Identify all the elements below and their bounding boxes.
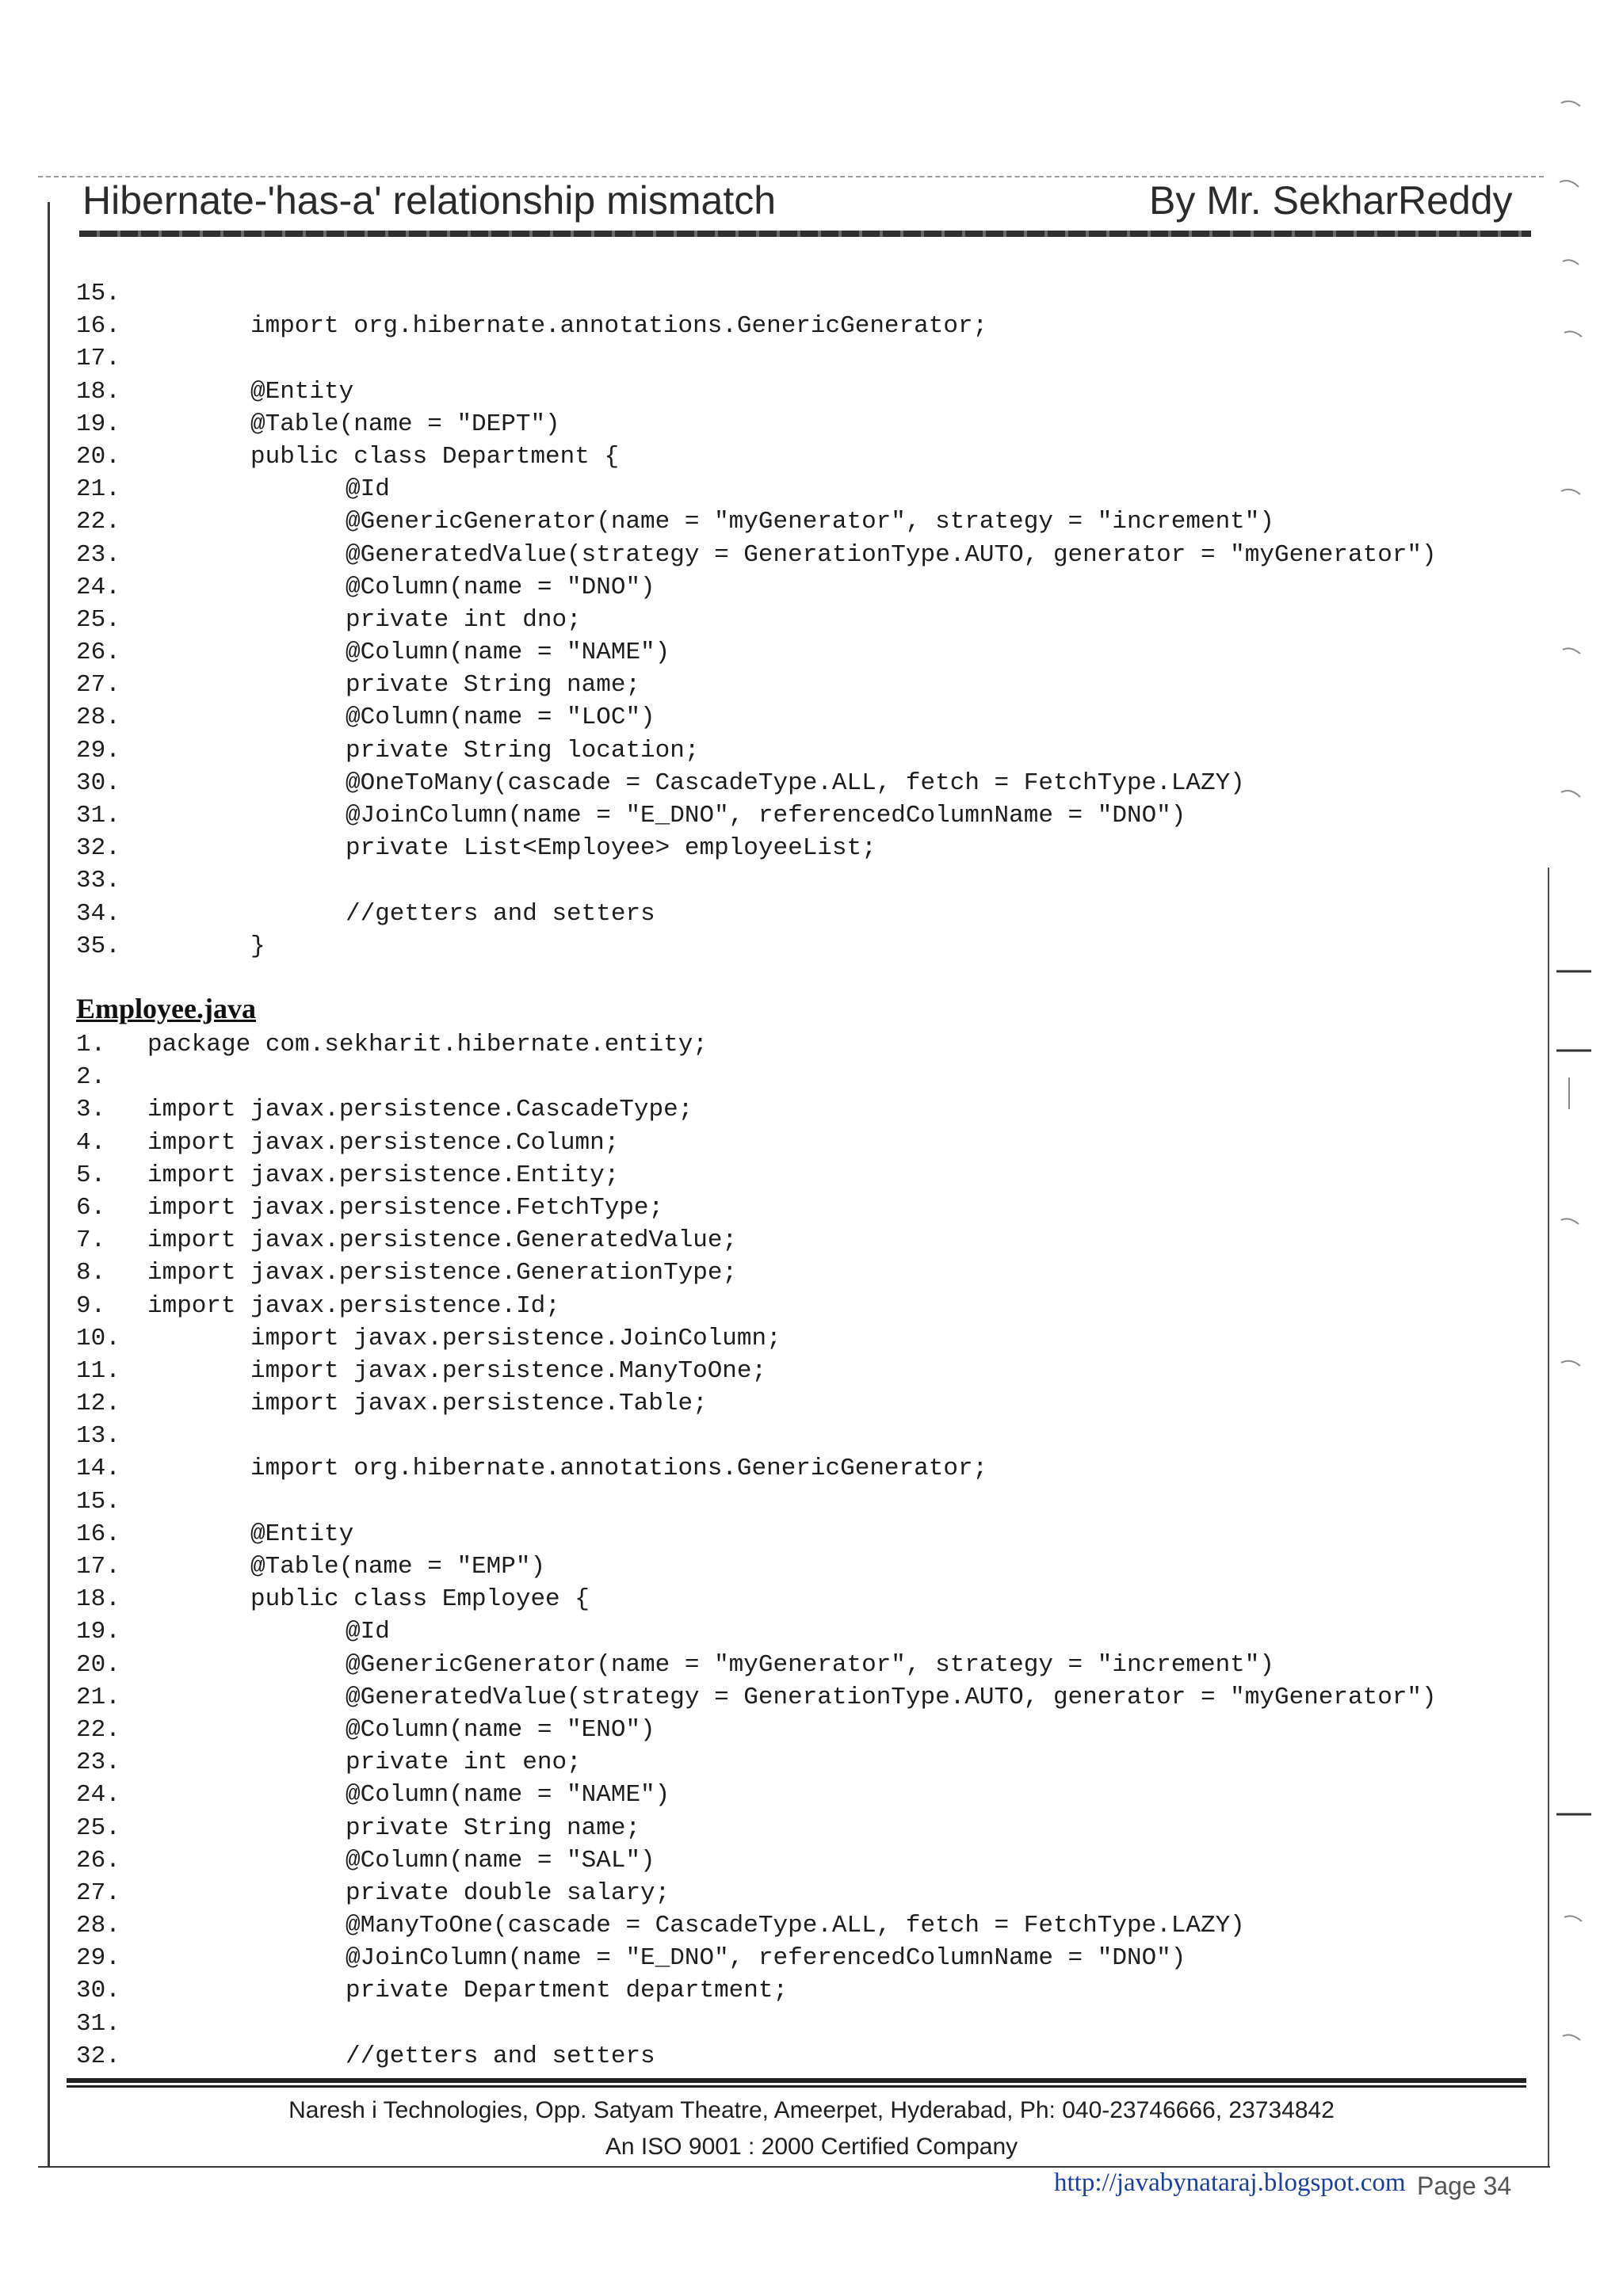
code-line bbox=[76, 1420, 1437, 1452]
code-line bbox=[76, 1355, 1437, 1387]
scan-margin-marks bbox=[1545, 95, 1593, 2155]
code-text: @Column(name = "NAME") bbox=[346, 639, 670, 667]
line-number: 14. bbox=[76, 1455, 120, 1483]
code-line bbox=[76, 1942, 1437, 1974]
code-text: @Column(name = "NAME") bbox=[346, 1781, 670, 1810]
code-text: @Entity bbox=[250, 377, 354, 406]
code-text: @Entity bbox=[250, 1520, 354, 1548]
code-line bbox=[76, 734, 1437, 767]
line-number: 24. bbox=[76, 573, 120, 601]
code-line bbox=[76, 1224, 1437, 1257]
line-number: 13. bbox=[76, 1422, 120, 1451]
code-text: import javax.persistence.GeneratedValue; bbox=[147, 1226, 738, 1255]
code-text: import javax.persistence.GenerationType; bbox=[147, 1259, 738, 1287]
code-line bbox=[76, 1812, 1437, 1844]
code-text: @Table(name = "EMP") bbox=[250, 1553, 546, 1581]
code-line bbox=[76, 1192, 1437, 1224]
code-line bbox=[76, 505, 1437, 538]
line-number: 27. bbox=[76, 671, 120, 700]
line-number: 29. bbox=[76, 736, 120, 765]
code-text: @Id bbox=[346, 1618, 390, 1646]
code-line bbox=[76, 1518, 1437, 1550]
code-text: import javax.persistence.ManyToOne; bbox=[250, 1356, 767, 1385]
code-line bbox=[76, 1127, 1437, 1159]
department-code-listing bbox=[76, 277, 1437, 963]
line-number: 28. bbox=[76, 704, 120, 732]
line-number: 17. bbox=[76, 1553, 120, 1581]
code-text: import org.hibernate.annotations.GenericGenerator; bbox=[250, 1455, 988, 1483]
line-number: 33. bbox=[76, 867, 120, 895]
code-text: @GeneratedValue(strategy = GenerationType.AUTO, generator = "myGenerator") bbox=[346, 1683, 1437, 1711]
line-number: 34. bbox=[76, 899, 120, 928]
code-text: private String name; bbox=[346, 1814, 641, 1842]
code-line bbox=[76, 1779, 1437, 1811]
line-number: 16. bbox=[76, 1520, 120, 1548]
code-text: } bbox=[250, 932, 265, 960]
code-line bbox=[76, 376, 1437, 408]
code-line bbox=[76, 408, 1437, 441]
line-number: 19. bbox=[76, 410, 120, 438]
code-text: package com.sekharit.hibernate.entity; bbox=[147, 1031, 708, 1058]
page-author: By Mr. SekharReddy bbox=[1149, 178, 1513, 223]
page-title: Hibernate-'has-a' relationship mismatch bbox=[82, 178, 777, 223]
line-number: 32. bbox=[76, 2042, 120, 2070]
line-number: 25. bbox=[76, 1814, 120, 1842]
line-number: 12. bbox=[76, 1390, 120, 1418]
line-number: 35. bbox=[76, 932, 120, 960]
code-text: @Column(name = "ENO") bbox=[346, 1715, 655, 1744]
line-number: 26. bbox=[76, 1846, 120, 1875]
line-number: 31. bbox=[76, 802, 120, 830]
code-line bbox=[76, 636, 1437, 669]
code-line bbox=[76, 1452, 1437, 1485]
line-number: 16. bbox=[76, 312, 120, 341]
code-line bbox=[76, 1909, 1437, 1942]
line-number: 20. bbox=[76, 442, 120, 471]
code-text: import javax.persistence.FetchType; bbox=[147, 1193, 664, 1222]
line-number: 20. bbox=[76, 1650, 120, 1679]
line-number: 4. bbox=[76, 1128, 106, 1157]
code-line bbox=[76, 473, 1437, 505]
line-number: 22. bbox=[76, 1715, 120, 1744]
employee-code-listing bbox=[76, 1028, 1437, 2073]
line-number: 23. bbox=[76, 1749, 120, 1777]
code-text: @OneToMany(cascade = CascadeType.ALL, fetch = FetchType.LAZY) bbox=[346, 769, 1245, 797]
code-line bbox=[76, 1844, 1437, 1877]
code-line bbox=[76, 1974, 1437, 2007]
code-text: @Column(name = "DNO") bbox=[346, 573, 655, 601]
employee-file-heading: Employee.java bbox=[76, 993, 256, 1024]
code-line bbox=[76, 1387, 1437, 1420]
line-number: 23. bbox=[76, 540, 120, 569]
code-line bbox=[76, 1714, 1437, 1746]
line-number: 32. bbox=[76, 834, 120, 863]
footer-certification: An ISO 9001 : 2000 Certified Company bbox=[605, 2134, 1018, 2160]
code-line bbox=[76, 1257, 1437, 1289]
code-line bbox=[76, 1061, 1437, 1093]
line-number: 21. bbox=[76, 475, 120, 504]
line-number: 25. bbox=[76, 605, 120, 634]
code-line bbox=[76, 277, 1437, 310]
line-number: 30. bbox=[76, 1977, 120, 2005]
code-line bbox=[76, 799, 1437, 832]
code-line bbox=[76, 864, 1437, 897]
code-line bbox=[76, 701, 1437, 734]
code-text: @JoinColumn(name = "E_DNO", referencedColumnName = "DNO") bbox=[346, 802, 1186, 830]
code-line bbox=[76, 1322, 1437, 1355]
page-number: Page 34 bbox=[1417, 2172, 1512, 2200]
code-text: @Column(name = "LOC") bbox=[346, 704, 655, 732]
line-number: 8. bbox=[76, 1259, 106, 1287]
code-text: private Department department; bbox=[346, 1977, 789, 2005]
code-text: import javax.persistence.Column; bbox=[147, 1128, 620, 1157]
code-text: @GenericGenerator(name = "myGenerator", strategy = "increment") bbox=[346, 1650, 1274, 1679]
code-line bbox=[76, 767, 1437, 799]
footer-address: Naresh i Technologies, Opp. Satyam Theatre, Ameerpet, Hyderabad, Ph: 040-23746666, 23734842 bbox=[288, 2097, 1335, 2123]
code-text: import javax.persistence.Id; bbox=[147, 1291, 560, 1320]
code-text: public class Employee { bbox=[250, 1585, 590, 1614]
code-text: import javax.persistence.CascadeType; bbox=[147, 1096, 693, 1124]
code-line bbox=[76, 1583, 1437, 1615]
line-number: 18. bbox=[76, 1585, 120, 1614]
code-line bbox=[76, 2040, 1437, 2073]
line-number: 7. bbox=[76, 1226, 106, 1255]
code-line bbox=[76, 898, 1437, 930]
line-number: 11. bbox=[76, 1356, 120, 1385]
code-text: private List<Employee> employeeList; bbox=[346, 834, 876, 863]
line-number: 27. bbox=[76, 1878, 120, 1907]
code-line bbox=[76, 1028, 1437, 1061]
code-text: private int eno; bbox=[346, 1749, 582, 1777]
code-line bbox=[76, 310, 1437, 342]
line-number: 2. bbox=[76, 1063, 106, 1092]
code-line bbox=[76, 832, 1437, 864]
code-text: import javax.persistence.Table; bbox=[250, 1390, 708, 1418]
line-number: 19. bbox=[76, 1618, 120, 1646]
code-line bbox=[76, 1159, 1437, 1192]
line-number: 21. bbox=[76, 1683, 120, 1711]
code-line bbox=[76, 1486, 1437, 1518]
code-text: import javax.persistence.JoinColumn; bbox=[250, 1324, 781, 1352]
code-line bbox=[76, 571, 1437, 604]
code-line bbox=[76, 1093, 1437, 1126]
code-line bbox=[76, 1681, 1437, 1714]
code-text: @Table(name = "DEPT") bbox=[250, 410, 560, 438]
code-line bbox=[76, 669, 1437, 701]
code-text: public class Department { bbox=[250, 442, 620, 471]
line-number: 31. bbox=[76, 2009, 120, 2038]
code-line bbox=[76, 539, 1437, 571]
code-line bbox=[76, 2008, 1437, 2040]
line-number: 26. bbox=[76, 639, 120, 667]
code-line bbox=[76, 1290, 1437, 1322]
header-divider bbox=[79, 231, 1531, 237]
code-text: private int dno; bbox=[346, 605, 582, 634]
code-text: @JoinColumn(name = "E_DNO", referencedColumnName = "DNO") bbox=[346, 1944, 1186, 1973]
code-text: @ManyToOne(cascade = CascadeType.ALL, fetch = FetchType.LAZY) bbox=[346, 1912, 1245, 1940]
code-text: @GenericGenerator(name = "myGenerator", strategy = "increment") bbox=[346, 508, 1274, 536]
footer-divider bbox=[67, 2078, 1526, 2088]
code-text: import org.hibernate.annotations.GenericGenerator; bbox=[250, 312, 988, 341]
code-text: @Column(name = "SAL") bbox=[346, 1846, 655, 1875]
code-text: //getters and setters bbox=[346, 2042, 655, 2070]
page-border-bottom bbox=[38, 2166, 1550, 2168]
line-number: 24. bbox=[76, 1781, 120, 1810]
line-number: 6. bbox=[76, 1193, 106, 1222]
code-line bbox=[76, 930, 1437, 963]
code-line bbox=[76, 1877, 1437, 1909]
line-number: 17. bbox=[76, 345, 120, 373]
line-number: 15. bbox=[76, 1487, 120, 1516]
line-number: 30. bbox=[76, 769, 120, 797]
code-text: @GeneratedValue(strategy = GenerationType.AUTO, generator = "myGenerator") bbox=[346, 540, 1437, 569]
code-line bbox=[76, 441, 1437, 473]
line-number: 9. bbox=[76, 1291, 106, 1320]
code-line bbox=[76, 1649, 1437, 1681]
line-number: 15. bbox=[76, 280, 120, 307]
code-text: @Id bbox=[346, 475, 390, 504]
line-number: 29. bbox=[76, 1944, 120, 1973]
line-number: 1. bbox=[76, 1031, 106, 1058]
code-text: //getters and setters bbox=[346, 899, 655, 928]
code-text: private double salary; bbox=[346, 1878, 670, 1907]
code-line bbox=[76, 604, 1437, 636]
footer-url-link[interactable]: http://javabynataraj.blogspot.com bbox=[1054, 2168, 1406, 2197]
line-number: 3. bbox=[76, 1096, 106, 1124]
line-number: 5. bbox=[76, 1161, 106, 1189]
code-line bbox=[76, 1746, 1437, 1779]
code-line bbox=[76, 342, 1437, 375]
line-number: 22. bbox=[76, 508, 120, 536]
code-line bbox=[76, 1550, 1437, 1583]
code-line bbox=[76, 1615, 1437, 1648]
code-text: import javax.persistence.Entity; bbox=[147, 1161, 620, 1189]
line-number: 18. bbox=[76, 377, 120, 406]
page-border-left bbox=[48, 202, 50, 2167]
code-text: private String location; bbox=[346, 736, 700, 765]
code-text: private String name; bbox=[346, 671, 641, 700]
line-number: 28. bbox=[76, 1912, 120, 1940]
line-number: 10. bbox=[76, 1324, 120, 1352]
